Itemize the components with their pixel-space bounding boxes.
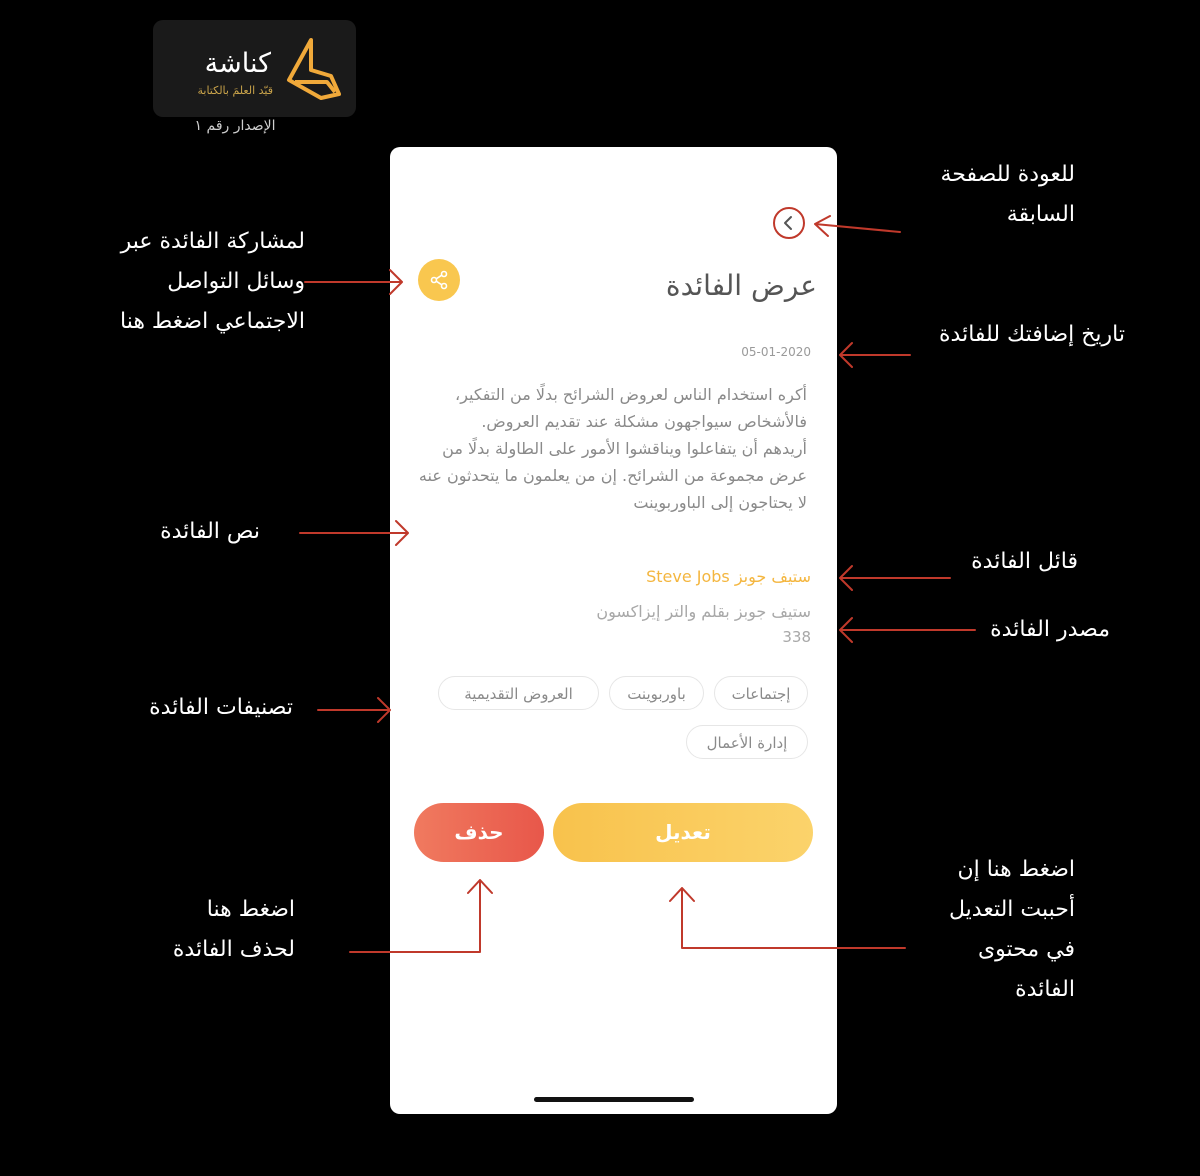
source-page: 338 [782,628,811,646]
source-title: ستيف جوبز بقلم والتر إيزاكسون [596,602,811,621]
annotation-text: نص الفائدة [160,519,260,544]
annotation-source: مصدر الفائدة [990,617,1110,642]
delete-button[interactable]: حذف [414,803,544,862]
tag-chip[interactable]: إجتماعات [714,676,808,710]
annotation-author: قائل الفائدة [971,549,1078,574]
quote-author[interactable]: ستيف جوبز Steve Jobs [646,567,811,586]
tag-chip[interactable]: باوربوينت [609,676,704,710]
annotation-tags: تصنيفات الفائدة [149,695,293,720]
tag-chip[interactable]: إدارة الأعمال [686,725,808,759]
logo-name: كناشة [204,48,271,79]
page-title: عرض الفائدة [665,269,817,302]
annotation-delete: اضغط هنا لحذف الفائدة [172,897,295,962]
edit-button[interactable]: تعديل [553,803,813,862]
annotation-back: للعودة للصفحة السابقة [940,162,1075,227]
logo-tagline: قيّد العلمَ بالكتابة [197,84,273,97]
version-label: الإصدار رقم ١ [194,118,276,134]
annotation-date: تاريخ إضافتك للفائدة [939,322,1125,347]
annotation-share: لمشاركة الفائدة عبر وسائل التواصل الاجتماعي اضغط هنا [119,229,305,334]
annotation-edit: اضغط هنا إن أحببت التعديل في محتوى الفائدة [949,857,1075,1002]
tag-chip[interactable]: العروض التقديمية [438,676,599,710]
benefit-date: 05-01-2020 [741,345,811,359]
benefit-text: أكره استخدام الناس لعروض الشرائح بدلًا من التفكير، فالأشخاص سيواجهون مشكلة عند تقديم العروض. أريدهم أن يتفاعلوا ويناقشوا الأمور على الطاولة بدلًا من عرض مجموعة من الشرائح. إن من يعلمون ما يتحدثون عنه لا يحتاجون إلى الباوربوينت [418,385,807,512]
